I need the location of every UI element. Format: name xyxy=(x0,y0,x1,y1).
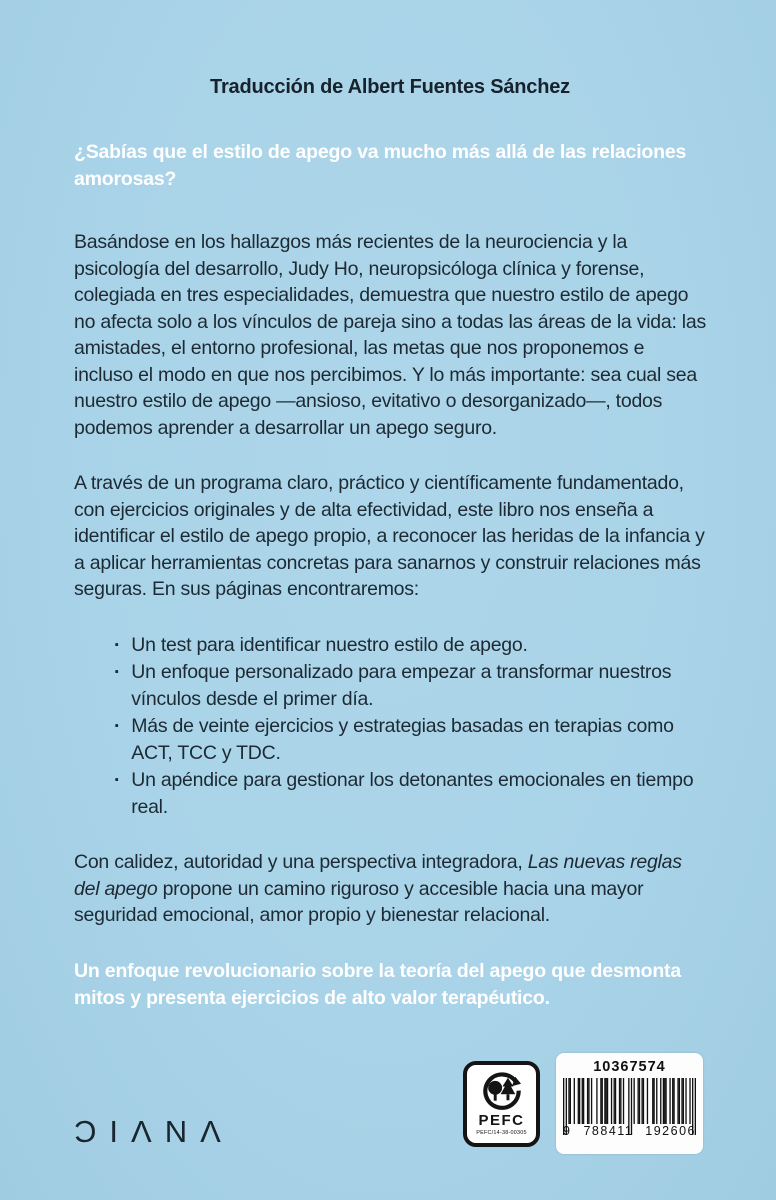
closing-suffix: propone un camino riguroso y accesible hacia una mayor seguridad emocional, amor propio y bienestar relacional. xyxy=(74,877,644,926)
isbn-group: 788411 xyxy=(583,1124,634,1138)
pefc-license-number: PEFC/14-38-00305 xyxy=(476,1130,527,1136)
isbn-barcode-label xyxy=(556,1053,703,1154)
paragraph-closing xyxy=(74,849,706,929)
bullet-icon: · xyxy=(114,769,121,791)
isbn-group: 9 xyxy=(563,1124,572,1138)
paragraph-program-description: A través de un programa claro, práctico y científicamente fundamentado, con ejercicios originales y de alta efectividad, este libro nos enseña a identificar el estilo de apego propio, a reconocer las heridas de la infancia y a aplicar herramientas concretas para sanarnos y construir relaciones más seguras. En sus páginas encontraremos: xyxy=(74,472,705,600)
list-item-text: Un apéndice para gestionar los detonantes emocionales en tiempo real. xyxy=(131,769,694,818)
pefc-certification-badge xyxy=(463,1061,540,1147)
list-item-text: Más de veinte ejercicios y estrategias basadas en terapias como ACT, TCC y TDC. xyxy=(131,715,674,764)
isbn-group: 192606 xyxy=(645,1124,696,1138)
paragraph-author-overview: Basándose en los hallazgos más recientes de la neurociencia y la psicología del desarrollo, Judy Ho, neuropsicóloga clínica y forense, colegiada en tres especialidades, demuestra que nuestro estilo de apego no afecta solo a los vínculos de pareja sino a todas las áreas de la vida: las amistades, el entorno profesional, las metas que nos proponemos e incluso el modo en que nos percibimos. Y lo más importante: sea cual sea nuestro estilo de apego —ansioso, evitativo o desorganizado—, todos podemos aprender a desarrollar un apego seguro. xyxy=(74,231,706,439)
list-item-text: Un test para identificar nuestro estilo de apego. xyxy=(131,633,528,656)
pefc-trees-icon xyxy=(480,1070,524,1114)
features-list xyxy=(74,632,706,821)
bullet-icon: · xyxy=(114,715,121,737)
translator-credit: Traducción de Albert Fuentes Sánchez xyxy=(210,76,570,98)
bullet-icon: · xyxy=(114,661,121,683)
list-item xyxy=(114,713,706,766)
list-item xyxy=(114,632,706,659)
closing-prefix: Con calidez, autoridad y una perspectiva integradora, xyxy=(74,851,528,873)
list-item xyxy=(114,767,706,820)
barcode-top-number: 10367574 xyxy=(593,1059,666,1075)
bullet-icon: · xyxy=(114,633,121,656)
list-item xyxy=(114,659,706,712)
tagline: Un enfoque revolucionario sobre la teoría del apego que desmonta mitos y presenta ejercicios de alto valor terapéutico. xyxy=(74,959,681,1009)
hook-heading: ¿Sabías que el estilo de apego va mucho más allá de las relaciones amorosas? xyxy=(74,141,687,190)
isbn-digits xyxy=(563,1124,696,1138)
publisher-logo-diana: ƆIΛNΛ xyxy=(74,1114,234,1149)
pefc-label: PEFC xyxy=(478,1112,525,1129)
list-item-text: Un enfoque personalizado para empezar a transformar nuestros vínculos desde el primer día. xyxy=(131,661,672,710)
book-title-italic: Las nuevas reglas del apego xyxy=(74,851,682,900)
